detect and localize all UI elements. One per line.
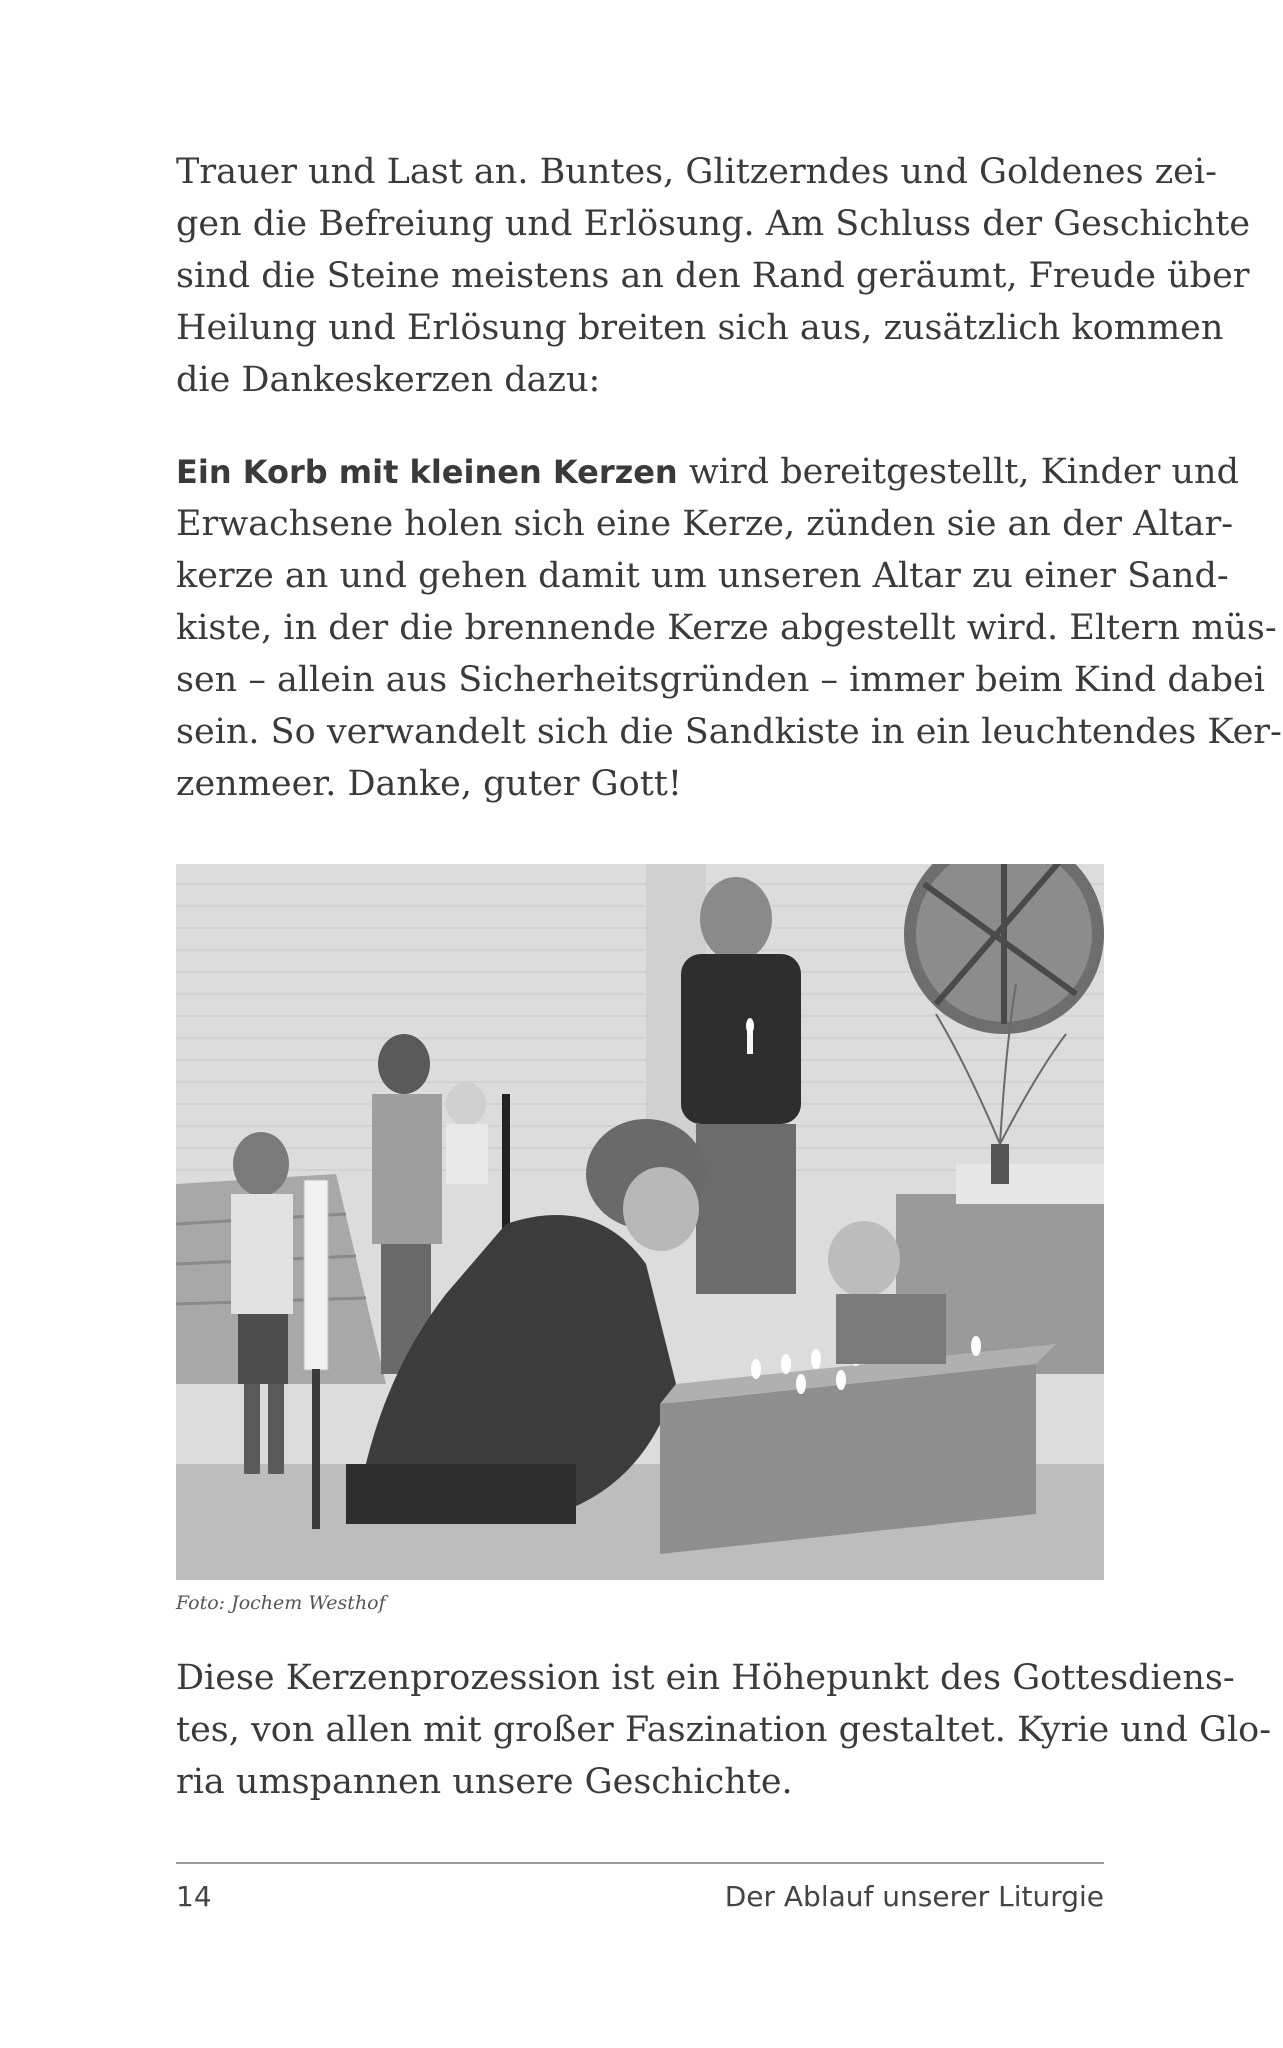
first-line-rest: wird bereitgestellt, Kinder und xyxy=(677,452,1239,492)
text-line: Trauer und Last an. Buntes, Glitzerndes und Goldenes zei- xyxy=(176,152,1217,192)
footer-divider xyxy=(176,1862,1104,1864)
text-line: ria umspannen unsere Geschichte. xyxy=(176,1762,793,1802)
text-line: sind die Steine meistens an den Rand geräumt, Freude über xyxy=(176,256,1250,296)
paragraph-2 xyxy=(176,446,1282,810)
bold-lead-text: Ein Korb mit kleinen Kerzen xyxy=(176,453,678,491)
text-line: Diese Kerzenprozession ist ein Höhepunkt des Gottesdiens- xyxy=(176,1658,1235,1698)
text-line: Heilung und Erlösung breiten sich aus, zusätzlich kommen xyxy=(176,308,1224,348)
text-line: die Dankeskerzen dazu: xyxy=(176,360,601,400)
text-line: kiste, in der die brennende Kerze abgestellt wird. Eltern müs- xyxy=(176,608,1277,648)
page-number: 14 xyxy=(176,1880,212,1913)
running-footer-title: Der Ablauf unserer Liturgie xyxy=(724,1880,1104,1913)
text-line: Erwachsene holen sich eine Kerze, zünden sie an der Altar- xyxy=(176,504,1234,544)
text-line: tes, von allen mit großer Faszination gestaltet. Kyrie und Glo- xyxy=(176,1710,1272,1750)
photo-illustration xyxy=(176,864,1104,1580)
photo-caption: Foto: Jochem Westhof xyxy=(176,1592,386,1614)
text-line: zenmeer. Danke, guter Gott! xyxy=(176,764,682,804)
paragraph-1 xyxy=(176,146,1251,406)
candle-procession-photo xyxy=(176,864,1104,1580)
text-line: sen – allein aus Sicherheitsgründen – immer beim Kind dabei xyxy=(176,660,1265,700)
paragraph-3 xyxy=(176,1652,1272,1808)
text-line: sein. So verwandelt sich die Sandkiste in ein leuchtendes Ker- xyxy=(176,712,1282,752)
text-line: gen die Befreiung und Erlösung. Am Schluss der Geschichte xyxy=(176,204,1251,244)
text-line: kerze an und gehen damit um unseren Altar zu einer Sand- xyxy=(176,556,1229,596)
text-line-first xyxy=(176,446,1239,498)
